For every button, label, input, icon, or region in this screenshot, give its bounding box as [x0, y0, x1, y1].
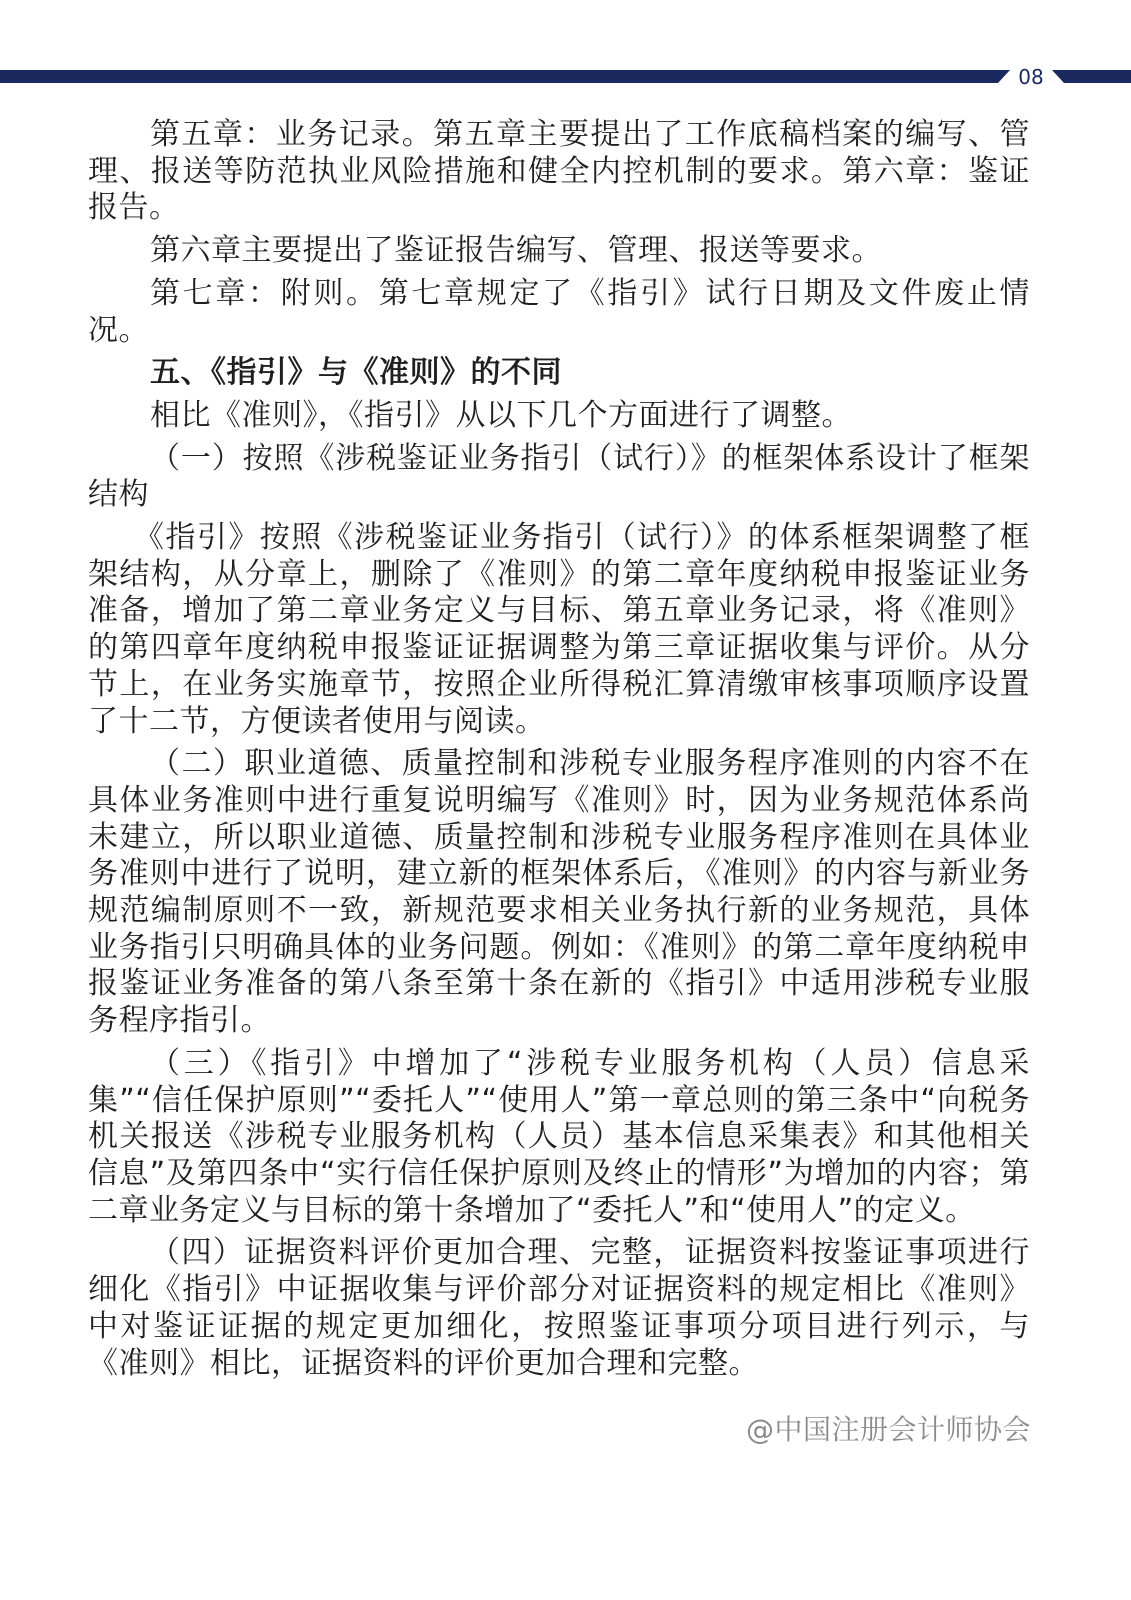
paragraph-chapter-5: 第五章：业务记录。第五章主要提出了工作底稿档案的编写、管理、报送等防范执业风险措施和健全内控机制的要求。第六章：鉴证报告。: [88, 117, 1030, 226]
page-number: 08: [1018, 65, 1044, 89]
paragraph-chapter-6: 第六章主要提出了鉴证报告编写、管理、报送等要求。: [150, 233, 882, 269]
header-bar-right: [1052, 70, 1131, 83]
section-heading-5: 五、《指引》与《准则》的不同: [150, 355, 562, 391]
watermark: @中国注册会计师协会: [745, 1413, 1031, 1446]
paragraph-item-1-title: （一）按照《涉税鉴证业务指引（试行）》的框架体系设计了框架结构: [88, 440, 1030, 513]
paragraph-chapter-7: 第七章：附则。第七章规定了《指引》试行日期及文件废止情况。: [88, 275, 1030, 348]
article-body: [88, 117, 1030, 1388]
paragraph-item-4: （四）证据资料评价更加合理、完整，证据资料按鉴证事项进行细化《指引》中证据收集与评价部分对证据资料的规定相比《准则》中对鉴证证据的规定更加细化，按照鉴证事项分项目进行列示，与《准则》相比，证据资料的评价更加合理和完整。: [88, 1235, 1030, 1381]
paragraph-item-3: （三）《指引》中增加了“涉税专业服务机构（人员）信息采集”“信任保护原则”“委托人”“使用人”第一章总则的第三条中“向税务机关报送《涉税专业服务机构（人员）基本信息采集表》和其他相关信息”及第四条中“实行信任保护原则及终止的情形”为增加的内容；第二章业务定义与目标的第十条增加了“委托人”和“使用人”的定义。: [88, 1045, 1030, 1228]
header-bar: [0, 70, 1010, 83]
paragraph-item-1-body: 《指引》按照《涉税鉴证业务指引（试行）》的体系框架调整了框架结构，从分章上，删除了《准则》的第二章年度纳税申报鉴证业务准备，增加了第二章业务定义与目标、第五章业务记录，将《准则》的第四章年度纳税申报鉴证证据调整为第三章证据收集与评价。从分节上，在业务实施章节，按照企业所得税汇算清缴审核事项顺序设置了十二节，方便读者使用与阅读。: [88, 520, 1030, 739]
paragraph-intro: 相比《准则》，《指引》从以下几个方面进行了调整。: [150, 397, 852, 433]
paragraph-item-2: （二）职业道德、质量控制和涉税专业服务程序准则的内容不在具体业务准则中进行重复说明编写《准则》时，因为业务规范体系尚未建立，所以职业道德、质量控制和涉税专业服务程序准则在具体业务准则中进行了说明，建立新的框架体系后，《准则》的内容与新业务规范编制原则不一致，新规范要求相关业务执行新的业务规范，具体业务指引只明确具体的业务问题。例如：《准则》的第二章年度纳税申报鉴证业务准备的第八条至第十条在新的《指引》中适用涉税专业服务程序指引。: [88, 746, 1030, 1039]
